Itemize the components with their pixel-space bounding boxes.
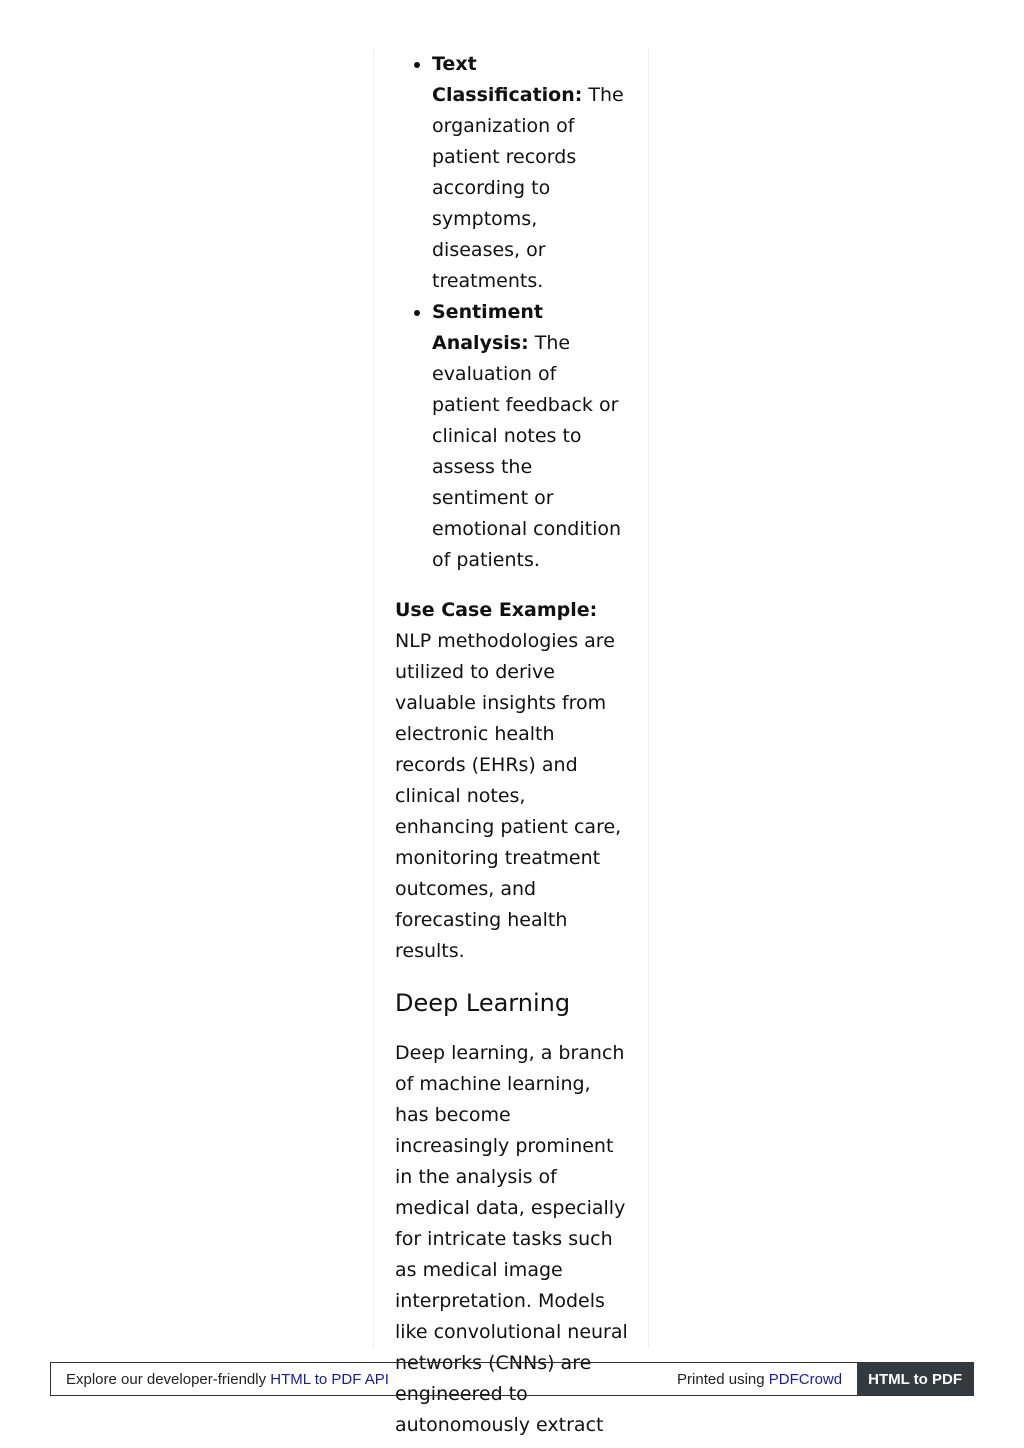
list-item-term: Text Classification: xyxy=(432,53,583,106)
use-case-paragraph xyxy=(395,595,628,967)
use-case-text: NLP methodologies are utilized to derive valuable insights from electronic health records (EHRs) and clinical notes, enhancing patient care, monitoring treatment outcomes, and forecasting health results. xyxy=(395,630,622,962)
section-paragraph: Deep learning, a branch of machine learning, has become increasingly prominent in the analysis of medical data, especially for intricate tasks such as medical image interpretation. Models like convolutional neural networks (CNNs) are engineered to autonomously extract xyxy=(395,1042,628,1436)
footer-explore-text: Explore our developer-friendly xyxy=(66,1370,267,1388)
article-column xyxy=(373,49,649,1436)
html-to-pdf-api-link[interactable]: HTML to PDF API xyxy=(270,1370,389,1388)
list-item xyxy=(432,297,628,576)
list-item-text: The evaluation of patient feedback or clinical notes to assess the sentiment or emotional condition of patients. xyxy=(432,332,622,571)
footer-printed-text: Printed using xyxy=(677,1370,765,1388)
pdf-footer-bar xyxy=(50,1362,974,1396)
use-case-label: Use Case Example: xyxy=(395,599,598,621)
article-content xyxy=(374,49,648,1441)
list-item-term: Sentiment Analysis: xyxy=(432,301,543,354)
footer-explore xyxy=(51,1371,677,1388)
section-heading: Deep Learning xyxy=(395,989,571,1017)
list-item-text: The organization of patient records according to symptoms, diseases, or treatments. xyxy=(432,84,624,292)
pdfcrowd-link[interactable]: PDFCrowd xyxy=(768,1370,843,1388)
footer-printed xyxy=(677,1371,857,1388)
list-item xyxy=(432,49,628,297)
bullet-list xyxy=(395,49,628,576)
html-to-pdf-badge[interactable]: HTML to PDF xyxy=(857,1363,973,1395)
